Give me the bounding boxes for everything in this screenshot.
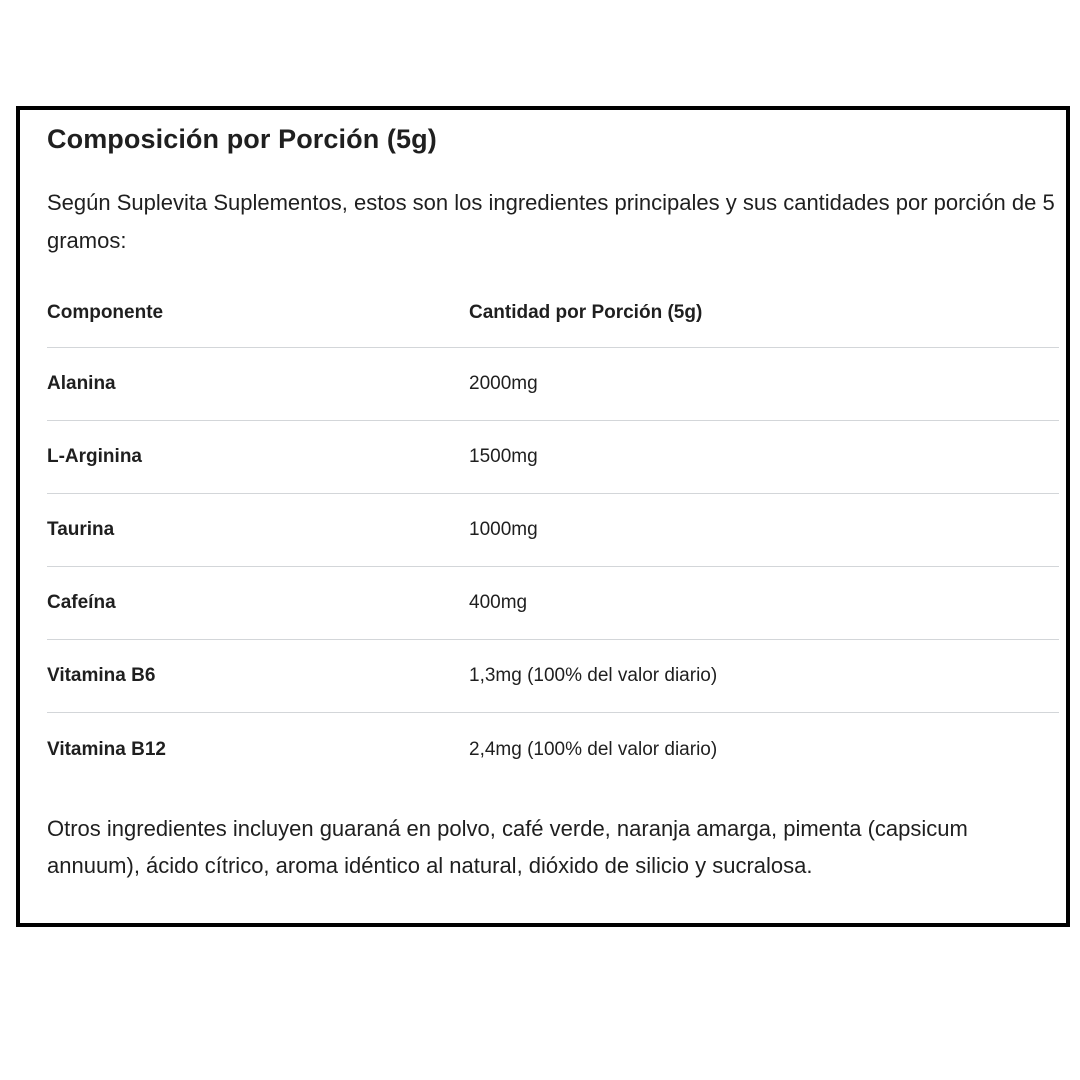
other-ingredients-paragraph: Otros ingredientes incluyen guaraná en polvo, café verde, naranja amarga, pimenta (capsicum annuum), ácido cítrico, aroma idéntico al natural, dióxido de silicio y sucralosa.: [47, 816, 968, 878]
component-name: Alanina: [47, 373, 116, 394]
component-amount: 2000mg: [469, 373, 538, 394]
component-amount: 1,3mg (100% del valor diario): [469, 665, 718, 686]
component-amount: 400mg: [469, 592, 528, 613]
component-name: Cafeína: [47, 592, 116, 613]
component-name: Vitamina B6: [47, 665, 156, 686]
intro-paragraph: Según Suplevita Suplementos, estos son los ingredientes principales y sus cantidades por porción de 5 gramos:: [47, 190, 1055, 253]
component-name: Taurina: [47, 519, 115, 540]
page-title: Composición por Porción (5g): [47, 124, 437, 154]
component-name: L-Arginina: [47, 446, 142, 467]
table-row: [47, 348, 1059, 421]
table-row: [47, 713, 1059, 786]
component-amount: 1500mg: [469, 446, 538, 467]
table-row: [47, 421, 1059, 494]
table-row: [47, 494, 1059, 567]
table-header-row: [47, 278, 1059, 348]
composition-table: [47, 278, 1059, 786]
table-row: [47, 567, 1059, 640]
component-name: Vitamina B12: [47, 738, 166, 760]
component-amount: 1000mg: [469, 519, 538, 540]
column-header-amount: Cantidad por Porción (5g): [469, 301, 703, 323]
table-row: [47, 640, 1059, 713]
composition-card: [16, 106, 1070, 927]
column-header-component: Componente: [47, 301, 164, 323]
component-amount: 2,4mg (100% del valor diario): [469, 738, 718, 760]
